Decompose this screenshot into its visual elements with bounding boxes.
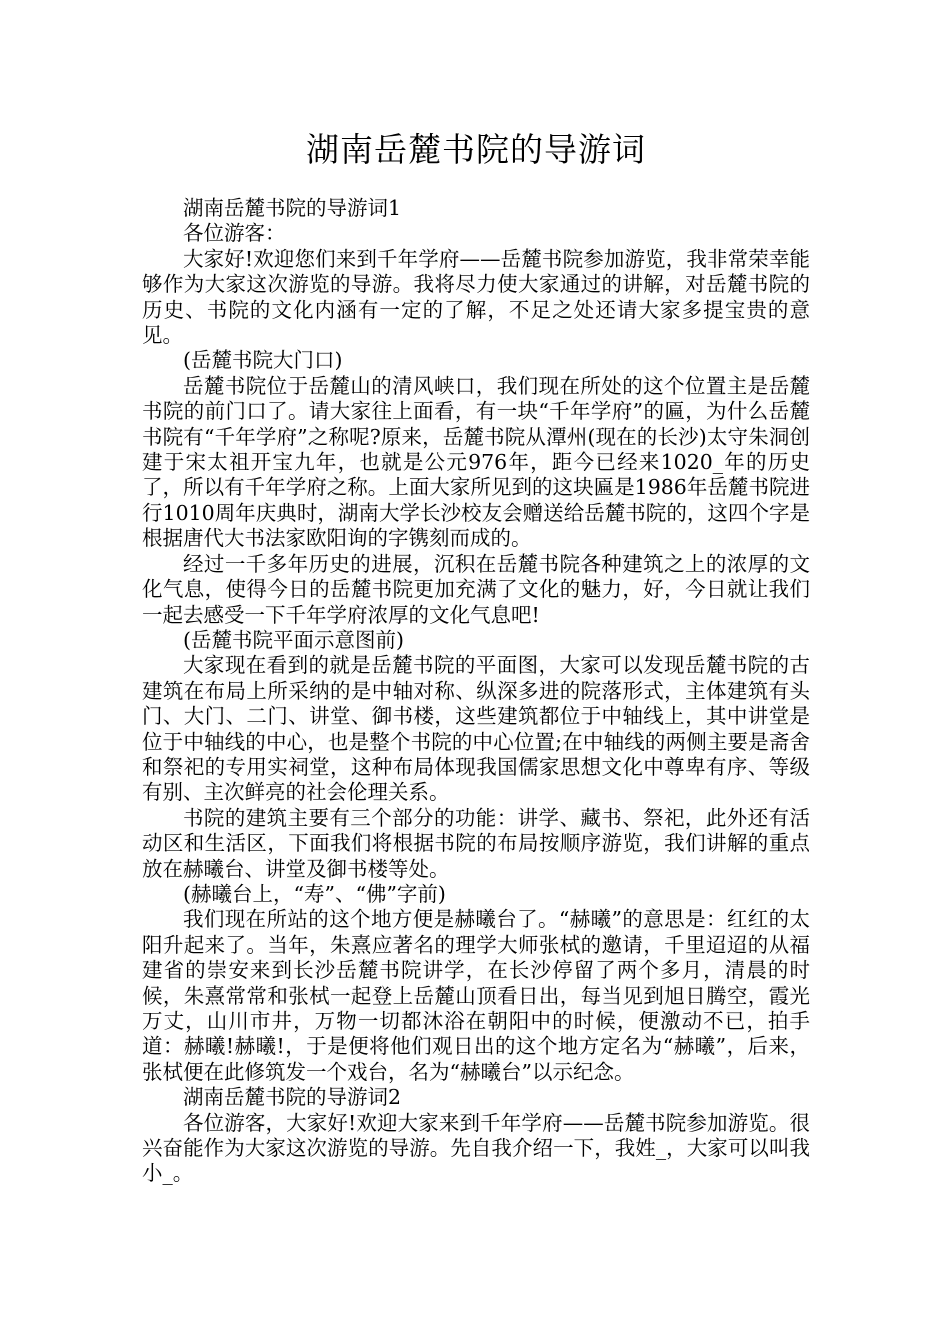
paragraph-plan: 大家现在看到的就是岳麓书院的平面图，大家可以发现岳麓书院的古建筑在布局上所采纳的是中轴对称、纵深多进的院落形式，主体建筑有头门、大门、二门、讲堂、御书楼，这些建筑都位于中轴线上，其中讲堂是位于中轴线的中心，也是整个书院的中心位置;在中轴线的两侧主要是斋舍和祭祀的专用实祠堂，这种布局体现我国儒家思想文化中尊卑有序、等级有别、主次鲜亮的社会伦理关系。	[142, 653, 810, 805]
location-note-plan: (岳麓书院平面示意图前)	[183, 627, 404, 652]
greeting: 各位游客：	[183, 221, 286, 246]
paragraph-hexi: 我们现在所站的这个地方便是赫曦台了。“赫曦”的意思是：红红的太阳升起来了。当年，朱熹应著名的理学大师张栻的邀请，千里迢迢的从福建省的崇安来到长沙岳麓书院讲学，在长沙停留了两个多月，清晨的时候，朱熹常常和张栻一起登上岳麓山顶看日出，每当见到旭日腾空，霞光万丈，山川市井，万物一切都沐浴在朝阳中的时候，便激动不已，拍手道：赫曦!赫曦!，于是便将他们观日出的这个地方定名为“赫曦”，后来，张栻便在此修筑发一个戏台，名为“赫曦台”以示纪念。	[142, 907, 810, 1084]
section-heading-2: 湖南岳麓书院的导游词2	[183, 1085, 402, 1110]
document-title: 湖南岳麓书院的导游词	[306, 130, 646, 169]
paragraph-gate: 岳麓书院位于岳麓山的清风峡口，我们现在所处的这个位置主是岳麓书院的前门口了。请大家往上面看，有一块“千年学府”的匾，为什么岳麓书院有“千年学府”之称呢?原来，岳麓书院从潭州(现在的长沙)太守朱洞创建于宋太祖开宝九年，也就是公元976年，距今已经来1020_年的历史了，所以有千年学府之称。上面大家所见到的这块匾是1986年岳麓书院进行1010周年庆典时，湖南大学长沙校友会赠送给岳麓书院的，这四个字是根据唐代大书法家欧阳询的字镌刻而成的。	[142, 373, 810, 551]
document-body	[142, 196, 810, 1187]
paragraph-culture: 经过一千多年历史的进展，沉积在岳麓书院各种建筑之上的浓厚的文化气息，使得今日的岳麓书院更加充满了文化的魅力，好，今日就让我们一起去感受一下千年学府浓厚的文化气息吧!	[142, 551, 810, 627]
paragraph-intro-2: 各位游客，大家好!欢迎大家来到千年学府——岳麓书院参加游览。很兴奋能作为大家这次游览的导游。先自我介绍一下，我姓_，大家可以叫我小_。	[142, 1110, 810, 1186]
section-heading-1: 湖南岳麓书院的导游词1	[183, 196, 402, 220]
paragraph-functions: 书院的建筑主要有三个部分的功能：讲学、藏书、祭祀，此外还有活动区和生活区，下面我们将根据书院的布局按顺序游览，我们讲解的重点放在赫曦台、讲堂及御书楼等处。	[142, 805, 810, 881]
location-note-gate: (岳麓书院大门口)	[183, 348, 343, 373]
paragraph-welcome: 大家好!欢迎您们来到千年学府——岳麓书院参加游览，我非常荣幸能够作为大家这次游览的导游。我将尽力使大家通过的讲解，对岳麓书院的历史、书院的文化内涵有一定的了解，不足之处还请大家多提宝贵的意见。	[142, 246, 810, 348]
location-note-hexi: (赫曦台上，“寿”、“佛”字前)	[183, 881, 446, 906]
